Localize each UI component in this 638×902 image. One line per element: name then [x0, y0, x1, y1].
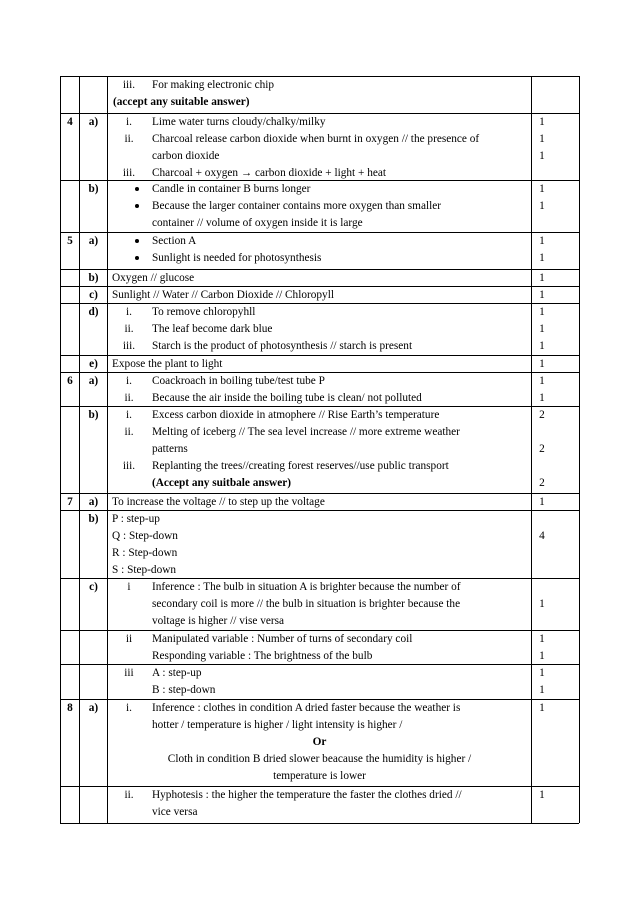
mark-value: 1 [539, 667, 545, 679]
table-rule [60, 372, 579, 373]
part-label: b) [88, 513, 99, 525]
mark-value: 1 [539, 633, 545, 645]
mark-value: 1 [539, 392, 545, 404]
table-rule [60, 699, 579, 700]
mark-value: 2 [539, 477, 545, 489]
item-numeral: i. [126, 409, 132, 421]
answer-text: P : step-up [112, 513, 160, 525]
part-label: d) [88, 306, 99, 318]
mark-value: 1 [539, 150, 545, 162]
table-rule [60, 630, 579, 631]
mark-value: 1 [539, 272, 545, 284]
table-rule [60, 406, 579, 407]
answer-note: (Accept any suitbale answer) [152, 477, 291, 489]
answer-text: Responding variable : The brightness of the bulb [152, 650, 373, 662]
part-label: b) [88, 183, 99, 195]
table-rule [60, 269, 579, 270]
mark-value: 1 [539, 496, 545, 508]
part-label: e) [89, 358, 98, 370]
item-numeral: iii [124, 667, 134, 679]
answer-text: Inference : clothes in condition A dried faster because the weather is [152, 702, 461, 714]
part-label: c) [89, 289, 98, 301]
item-numeral: i [127, 581, 131, 593]
item-numeral: iii. [122, 167, 136, 179]
mark-value: 1 [539, 684, 545, 696]
answer-text: Charcoal release carbon dioxide when burnt in oxygen // the presence of [152, 133, 480, 145]
table-rule [60, 113, 579, 114]
item-numeral: i. [126, 116, 132, 128]
mark-value: 1 [539, 358, 545, 370]
answer-text: Manipulated variable : Number of turns of secondary coil [152, 633, 413, 645]
answer-text: Inference : The bulb in situation A is brighter because the number of [152, 581, 461, 593]
mark-value: 1 [539, 306, 545, 318]
bullet [135, 187, 139, 191]
answer-text: vice versa [152, 806, 198, 818]
table-rule [60, 232, 579, 233]
question-number: 8 [67, 702, 73, 714]
mark-value: 1 [539, 235, 545, 247]
answer-text: Because the larger container contains more oxygen than smaller [152, 200, 442, 212]
answer-note: (accept any suitable answer) [113, 96, 250, 108]
item-numeral: i. [126, 306, 132, 318]
mark-value: 2 [539, 443, 545, 455]
answer-text: Expose the plant to light [112, 358, 223, 370]
answer-text: hotter / temperature is higher / light intensity is higher / [152, 719, 403, 731]
mark-value: 1 [539, 375, 545, 387]
bullet [135, 204, 139, 208]
mark-value: 2 [539, 409, 545, 421]
bullet [135, 239, 139, 243]
mark-value: 1 [539, 323, 545, 335]
part-label: c) [89, 581, 98, 593]
item-numeral: iii. [122, 340, 136, 352]
mark-value: 1 [539, 789, 545, 801]
mark-value: 1 [539, 133, 545, 145]
table-rule [60, 286, 579, 287]
answer-text: patterns [152, 443, 188, 455]
table-rule [60, 180, 579, 181]
part-label: b) [88, 409, 99, 421]
part-label: a) [88, 375, 99, 387]
answer-text: Replanting the trees//creating forest reserves//use public transport [152, 460, 449, 472]
part-label: a) [88, 702, 99, 714]
table-rule [60, 76, 579, 77]
table-rule [60, 355, 579, 356]
answer-text: Excess carbon dioxide in atmophere // Rise Earth’s temperature [152, 409, 440, 421]
answer-text: Hyphotesis : the higher the temperature the faster the clothes dried // [152, 789, 462, 801]
question-number: 6 [67, 375, 73, 387]
item-numeral: ii. [124, 323, 134, 335]
part-label: a) [88, 496, 99, 508]
mark-value: 1 [539, 340, 545, 352]
table-rule [60, 493, 579, 494]
answer-text: Oxygen // glucose [112, 272, 195, 284]
mark-value: 1 [539, 183, 545, 195]
answer-text: voltage is higher // vise versa [152, 615, 285, 627]
table-rule [60, 786, 579, 787]
answer-text: R : Step-down [112, 547, 178, 559]
item-numeral: iii. [122, 79, 136, 91]
item-numeral: ii. [124, 426, 134, 438]
item-numeral: i. [126, 375, 132, 387]
table-rule [579, 76, 580, 823]
bullet [135, 256, 139, 260]
answer-text: To remove chloropyhll [152, 306, 256, 318]
item-numeral: iii. [122, 460, 136, 472]
answer-text: temperature is lower [273, 770, 366, 782]
part-label: a) [88, 116, 99, 128]
answer-text: Coackroach in boiling tube/test tube P [152, 375, 325, 387]
mark-value: 1 [539, 598, 545, 610]
question-number: 4 [67, 116, 73, 128]
part-label: a) [88, 235, 99, 247]
answer-text: Sunlight // Water // Carbon Dioxide // Chloropyll [112, 289, 334, 301]
item-numeral: i. [126, 702, 132, 714]
mark-value: 1 [539, 116, 545, 128]
answer-text: Melting of iceberg // The sea level increase // more extreme weather [152, 426, 460, 438]
question-number: 5 [67, 235, 73, 247]
mark-value: 1 [539, 252, 545, 264]
table-rule [60, 578, 579, 579]
answer-text: Candle in container B burns longer [152, 183, 311, 195]
mark-value: 1 [539, 702, 545, 714]
table-rule [60, 510, 579, 511]
table-rule [60, 664, 579, 665]
mark-value: 1 [539, 200, 545, 212]
answer-text: Section A [152, 235, 197, 247]
answer-text: carbon dioxide [152, 150, 220, 162]
answer-text: Sunlight is needed for photosynthesis [152, 252, 322, 264]
answer-text: Charcoal + oxygen → carbon dioxide + light + heat [152, 167, 387, 179]
alternative-separator: Or [312, 736, 327, 748]
answer-text: To increase the voltage // to step up the voltage [112, 496, 325, 508]
mark-value: 1 [539, 289, 545, 301]
answer-text: secondary coil is more // the bulb in situation is brighter because the [152, 598, 461, 610]
item-numeral: ii. [124, 392, 134, 404]
answer-text: Lime water turns cloudy/chalky/milky [152, 116, 326, 128]
item-numeral: ii [125, 633, 133, 645]
table-rule [60, 303, 579, 304]
answer-text: A : step-up [152, 667, 202, 679]
mark-value: 4 [539, 530, 545, 542]
table-rule [60, 823, 579, 824]
mark-value: 1 [539, 650, 545, 662]
part-label: b) [88, 272, 99, 284]
question-number: 7 [67, 496, 73, 508]
answer-text: Q : Step-down [112, 530, 178, 542]
answer-text: container // volume of oxygen inside it is large [152, 217, 363, 229]
item-numeral: ii. [124, 133, 134, 145]
answer-text: Because the air inside the boiling tube is clean/ not polluted [152, 392, 422, 404]
item-numeral: ii. [124, 789, 134, 801]
answer-text: Cloth in condition B dried slower beacause the humidity is higher / [167, 753, 472, 765]
answer-text: B : step-down [152, 684, 216, 696]
answer-text: Starch is the product of photosynthesis // starch is present [152, 340, 413, 352]
answer-text: The leaf become dark blue [152, 323, 273, 335]
answer-text: S : Step-down [112, 564, 177, 576]
answer-text: For making electronic chip [152, 79, 275, 91]
